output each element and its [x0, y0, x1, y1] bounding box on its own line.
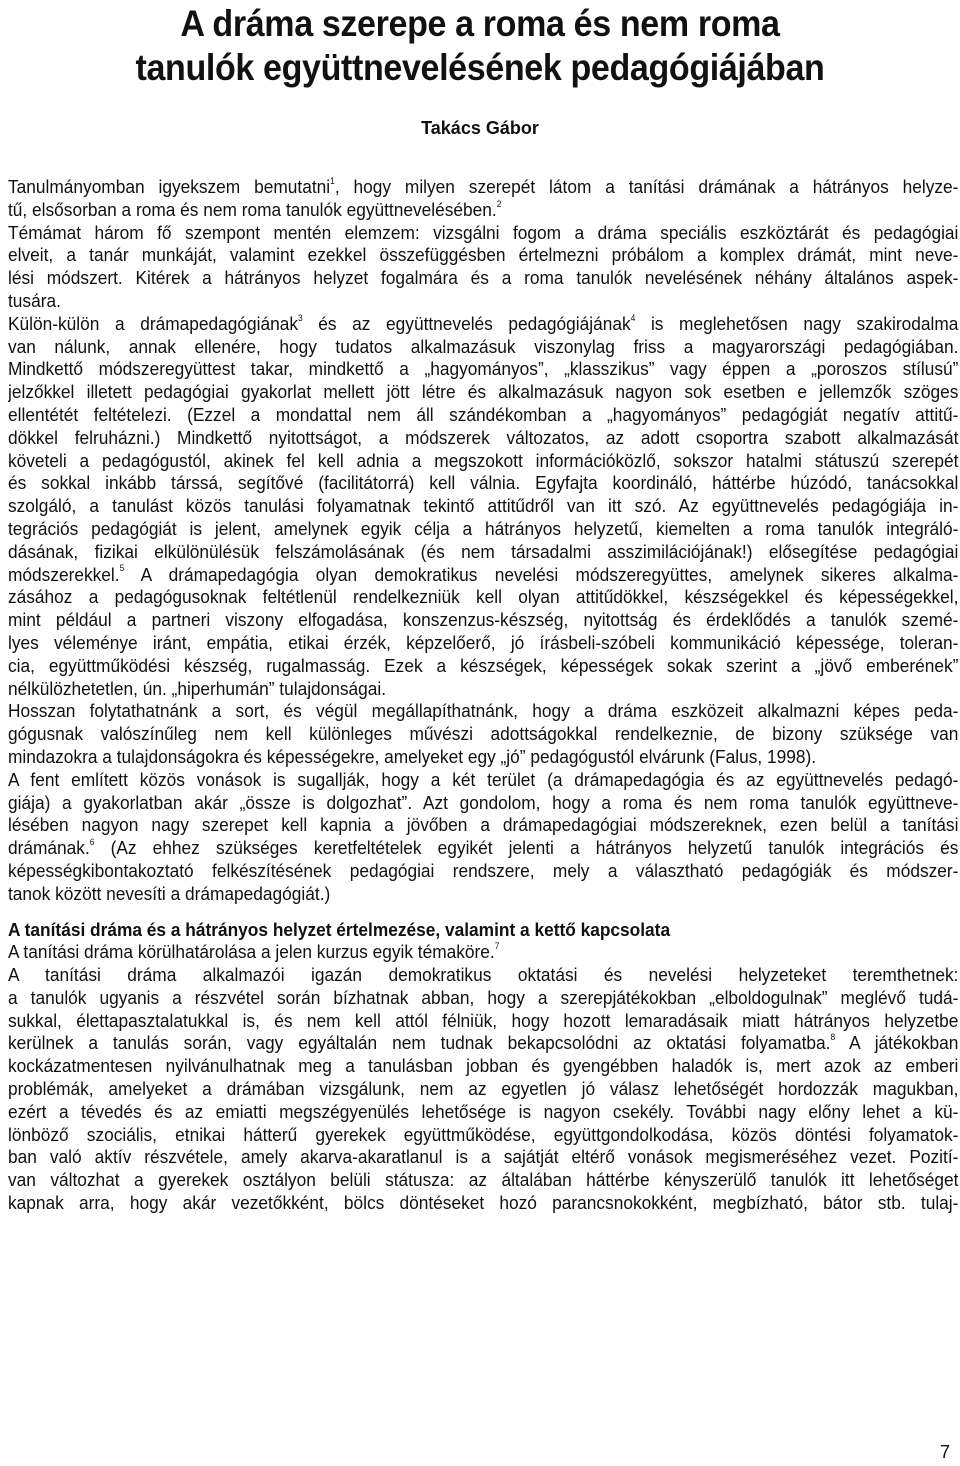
- text-line: Külön-külön a drámapedagógiának$^3$ és az együttnevelés pedagógiájának$^4$ is meglehetősen nagy szakirodalma: [8, 312, 959, 334]
- text-line: lési módszert. Kitérek a hátrányos helyzet fogalmára és a roma tanulók nevelésének néhány általános aspek-: [8, 267, 959, 289]
- footnote-ref[interactable]: 4: [630, 312, 636, 323]
- footnote-ref[interactable]: 5: [119, 563, 125, 574]
- text-line: ban való aktív részvétele, amely akarva-akaratlanul is a sajátját eltérő vonások megismeréséhez vezet. Pozití-: [8, 1146, 959, 1168]
- document-title: [38, 2, 921, 90]
- title-line-2: tanulók együttnevelésének pedagógiájában: [135, 47, 825, 88]
- text-line: mint például a partneri viszony elfogadása, konszenzus-készség, nyitottság és érdeklődés a tanulók szemé-: [8, 609, 959, 631]
- footnote-ref[interactable]: 7: [494, 941, 500, 952]
- footnote-ref[interactable]: 8: [830, 1032, 836, 1043]
- text-line: van változhat a gyerekek osztályon belüli státusza: az általában háttérbe kényszerülő tanulók itt lehetőséget: [8, 1169, 959, 1191]
- text-line: van nálunk, annak ellenére, hogy tudatos alkalmazásuk viszonylag friss a magyarországi pedagógiában.: [8, 335, 959, 357]
- page-number: 7: [939, 1442, 950, 1462]
- text-line: jelzőkkel illetett pedagógiai gyakorlat mellett jött létre és alkalmazásuk nagyon sok esetben e jellemzők szöges: [8, 381, 959, 403]
- footnote-ref[interactable]: 3: [298, 312, 303, 323]
- text-line: Témámat három fő szempont mentén elemzem: vizsgálni fogom a dráma speciális eszköztárát és pedagógiai: [8, 221, 959, 243]
- text-line: szolgáló, a tanulást közös tanulási folyamatnak tekintő attitűdről van itt szó. Az együttnevelés pedagógiája in-: [8, 495, 959, 517]
- text-line: tanok között nevesíti a drámapedagógiát.): [8, 882, 331, 904]
- text-line: problémák, amelyeket a drámában vizsgálunk, nem az egyetlen jó válasz lehetőségét hordozzák magukban,: [8, 1078, 959, 1100]
- text-line: elveit, a tanár munkáját, valamint ezekkel összefüggésben értelmezni próbálom a komplex drámát, mint neve-: [8, 244, 959, 266]
- author-name: Takács Gábor: [421, 118, 539, 138]
- text-line: lönböző szociális, etnikai hátterű gyerekek együttműködése, együttgondolkodása, közös döntési folyamatok-: [8, 1123, 959, 1145]
- text-line: ellentétét feltételezi. (Ezzel a mondattal nem áll szándékomban a „hagyományos” pedagógiát negatív attitű-: [8, 403, 959, 425]
- text-line: A tanítási dráma alkalmazói igazán demokratikus oktatási és nevelési helyzeteket teremthetnek:: [8, 964, 959, 986]
- text-line: ezért a tévedés és az emiatti megszégyenülés lehetősége is nagyon csekély. További nagy előny lehet a kü-: [8, 1100, 959, 1122]
- text-line: kerülnek a tanulás során, vagy egyáltalán nem tudnak bekapcsolódni az oktatási folyamatba.$^8$ A játékokban: [8, 1032, 959, 1054]
- text-line: kapnak arra, hogy akár vezetőkként, bölcs döntéseket hozó parancsnokokként, megbízható, bátor stb. tulaj-: [8, 1192, 959, 1214]
- text-line: és sokkal inkább társsá, segítővé (facilitátorrá) kell válnia. Egyfajta koordináló, háttérbe húzódó, tanácsokkal: [8, 472, 959, 494]
- text-line: gógusnak valószínűleg nem kell különleges művészi adottságokkal rendelkeznie, de bizony szüksége van: [8, 723, 959, 745]
- footnote-ref[interactable]: 2: [496, 198, 502, 209]
- title-line-1: A dráma szerepe a roma és nem roma: [180, 3, 780, 44]
- section-heading: A tanítási dráma és a hátrányos helyzet értelmezése, valamint a kettő kapcsolata: [8, 918, 671, 940]
- text-line: tegrációs pedagógiát is jelent, amelynek egyik célja a hátrányos helyzetű, kiemelten a roma tanulók integráló-: [8, 517, 959, 539]
- footnote-ref[interactable]: 1: [330, 176, 335, 186]
- text-line: dásának, fizikai elkülönülésük felszámolásának (és nem társadalmi asszimilációjának!) elősegítése pedagógiai: [8, 540, 959, 562]
- text-line: dökkel felruházni.) Mindkettő nyitottságot, a módszerek változatos, az adott csoportra szabott alkalmazását: [8, 426, 959, 448]
- article-body: [8, 176, 958, 1215]
- text-line: A fent említett közös vonások is sugallják, hogy a két terület (a drámapedagógia és az együttnevelés pedagó-: [8, 768, 959, 790]
- paragraph-gap: [8, 906, 958, 919]
- text-line: tű, elsősorban a roma és nem roma tanulók együttnevelésében.$^2$: [8, 198, 502, 220]
- text-line: mindazokra a tulajdonságokra és képességekre, amelyeket egy „jó” pedagógustól elvárunk (Falus, 1998).: [8, 745, 817, 767]
- text-line: módszerekkel.$^5$ A drámapedagógia olyan demokratikus nevelési módszeregyüttes, amelynek sikeres alkalma-: [8, 563, 959, 585]
- text-line: lésében nagyon nagy szerepet kell kapnia a jövőben a drámapedagógiai módszereknek, ezen belül a tanítási: [8, 814, 959, 836]
- footnote-ref[interactable]: 6: [89, 837, 95, 847]
- text-line: a tanulók ugyanis a részvétel során bízhatnak abban, hogy a szerepjátékokban „elboldogulnak” meglévő tudá-: [8, 986, 959, 1008]
- text-line: Mindkettő módszeregyüttest takar, mindkettő a „hagyományos”, „klasszikus” vagy éppen a „poroszos stílusú”: [8, 358, 959, 380]
- text-line: követeli a pedagógustól, akinek fel kell adnia a megszokott információközlő, sokszor hatalmi státuszú szerepét: [8, 449, 959, 471]
- text-line: tusára.: [8, 289, 61, 311]
- text-line: kockázatmentesen nyilvánulhatnak meg a tanulásban jobban és gyengébben haladók is, mert azok az emberi: [8, 1055, 959, 1077]
- text-line: zásához a pedagógusoknak feltétlenül rendelkezniük kell olyan attitűdökkel, készségekkel és képességekkel,: [8, 586, 959, 608]
- text-line: lyes véleménye iránt, empátia, etikai érzék, képzelőerő, jó írásbeli-szóbeli kommunikáció képessége, toleran-: [8, 631, 959, 653]
- text-line: nélkülözhetetlen, ún. „hiperhumán” tulajdonságai.: [8, 677, 387, 699]
- text-line: képességkibontakoztató felkészítésének pedagógiai rendszere, mely a választható pedagógiák és módszer-: [8, 859, 959, 881]
- text-line: A tanítási dráma körülhatárolása a jelen kurzus egyik témaköre.$^7$: [8, 941, 500, 963]
- text-line: sukkal, élettapasztalatukkal is, és nem kell attól félniük, hogy hozott lemaradásaik miatt hátrányos helyzetbe: [8, 1009, 959, 1031]
- text-line: Tanulmányomban igyekszem bemutatni$^1$, hogy milyen szerepét látom a tanítási drámának a hátrányos helyze-: [8, 176, 959, 197]
- text-line: giája) a gyakorlatban akár „össze is dolgozhat”. Azt gondolom, hogy a roma és nem roma tanulók együttneve-: [8, 791, 959, 813]
- text-line: drámának.$^6$ (Az ehhez szükséges keretfeltételek egyikét jelenti a hátrányos helyzetű tanulók integrációs és: [8, 837, 959, 859]
- text-line: cia, együttműködési készség, rugalmasság. Ezek a készségek, képességek sokak szerint a „jövő emberének”: [8, 654, 959, 676]
- text-line: Hosszan folytathatnánk a sort, és végül megállapíthatnánk, hogy a dráma eszközeit alkalmazni képes peda-: [8, 700, 959, 722]
